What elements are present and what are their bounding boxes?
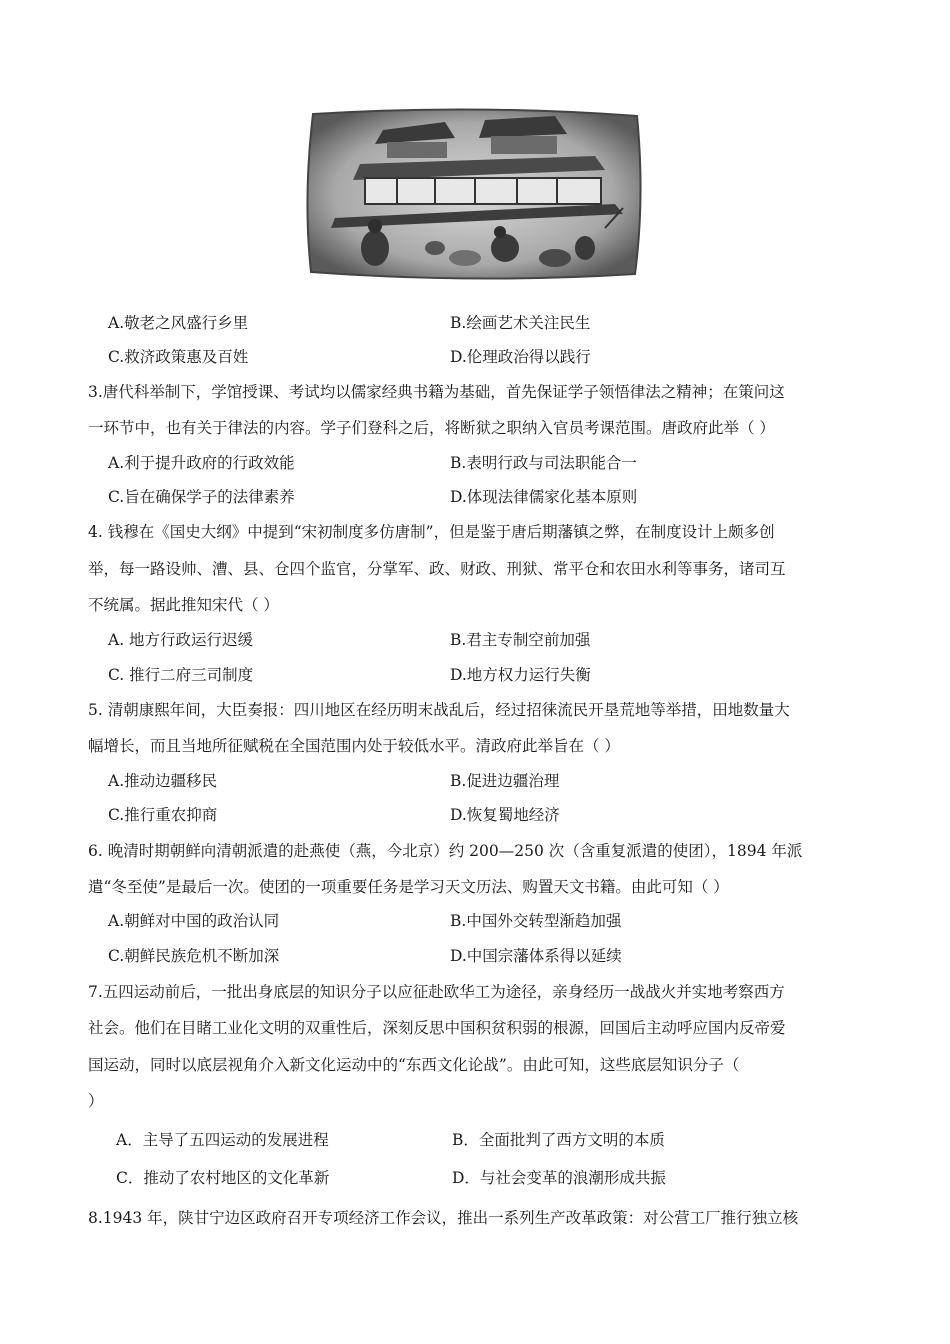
q3-stem-line-1: 3.唐代科举制下，学馆授课、考试均以儒家经典书籍为基础，首先保证学子领悟律法之精神；在策问这	[88, 383, 785, 401]
q7-option-d: D．与社会变革的浪潮形成共振	[452, 1169, 666, 1187]
q4-stem-line-3: 不统属。据此推知宋代（ ）	[88, 596, 279, 614]
q4-option-d: D.地方权力运行失衡	[450, 666, 591, 684]
q4-option-b: B.君主专制空前加强	[450, 631, 591, 649]
q7-option-c: C．推动了农村地区的文化革新	[116, 1169, 330, 1187]
q6-option-c: C.朝鲜民族危机不断加深	[108, 947, 280, 965]
q5-stem-line-2: 幅增长，而且当地所征赋税在全国范围内处于较低水平。清政府此举旨在（ ）	[88, 737, 620, 755]
q4-option-a: A. 地方行政运行迟缓	[108, 631, 254, 649]
q7-stem-line-4: ）	[88, 1092, 104, 1110]
q5-option-d: D.恢复蜀地经济	[450, 806, 560, 824]
q5-option-b: B.促进边疆治理	[450, 772, 560, 790]
q7-option-b: B．全面批判了西方文明的本质	[452, 1131, 665, 1149]
q7-stem-line-1: 7.五四运动前后，一批出身底层的知识分子以应征赴欧华工为途径，亲身经历一战战火并实地考察西方	[88, 983, 785, 1001]
q7-stem-line-3: 国运动，同时以底层视角介入新文化运动中的“东西文化论战”。由此可知，这些底层知识分子（	[88, 1056, 740, 1074]
q5-stem-line-1: 5. 清朝康熙年间，大臣奏报：四川地区在经历明末战乱后，经过招徕流民开垦荒地等举措，田地数量大	[88, 701, 790, 719]
q6-option-d: D.中国宗藩体系得以延续	[450, 947, 622, 965]
q2-option-c: C.救济政策惠及百姓	[108, 348, 249, 366]
q6-stem-line-1: 6. 晚清时期朝鲜向清朝派遣的赴燕使（燕，今北京）约 200—250 次（含重复派遣的使团），1894 年派	[88, 842, 803, 860]
q3-option-a: A.利于提升政府的行政效能	[108, 454, 295, 472]
q3-option-b: B.表明行政与司法职能合一	[450, 454, 637, 472]
q3-stem-line-2: 一环节中，也有关于律法的内容。学子们登科之后，将断狱之职纳入官员考课范围。唐政府此举（ ）	[88, 419, 775, 437]
q7-option-a: A．主导了五四运动的发展进程	[116, 1131, 329, 1149]
q3-option-d: D.体现法律儒家化基本原则	[450, 488, 638, 506]
q4-option-c: C. 推行二府三司制度	[108, 666, 254, 684]
q6-option-b: B.中国外交转型渐趋加强	[450, 912, 622, 930]
q6-stem-line-2: 遣“冬至使”是最后一次。使团的一项重要任务是学习天文历法、购置天文书籍。由此可知（ ）	[88, 878, 729, 896]
q4-stem-line-1: 4. 钱穆在《国史大纲》中提到“宋初制度多仿唐制”，但是鉴于唐后期藩镇之弊，在制度设计上颇多创	[88, 523, 775, 541]
q5-option-a: A.推动边疆移民	[108, 772, 218, 790]
q2-option-d: D.伦理政治得以践行	[450, 348, 591, 366]
q5-option-c: C.推行重农抑商	[108, 806, 218, 824]
q6-option-a: A.朝鲜对中国的政治认同	[108, 912, 280, 930]
q8-stem-line-1: 8.1943 年，陕甘宁边区政府召开专项经济工作会议，推出一系列生产改革政策：对公营工厂推行独立核	[88, 1209, 799, 1227]
q2-option-a: A.敬老之风盛行乡里	[108, 314, 249, 332]
q3-option-c: C.旨在确保学子的法律素养	[108, 488, 295, 506]
q2-option-b: B.绘画艺术关注民生	[450, 314, 591, 332]
ancient-painting-image	[305, 108, 643, 280]
q7-stem-line-2: 社会。他们在目睹工业化文明的双重性后，深刻反思中国积贫积弱的根源，回国后主动呼应国内反帝爱	[88, 1019, 786, 1037]
q4-stem-line-2: 举，每一路设帅、漕、县、仓四个监官，分掌军、政、财政、刑狱、常平仓和农田水利等事务，诸司互	[88, 560, 786, 578]
